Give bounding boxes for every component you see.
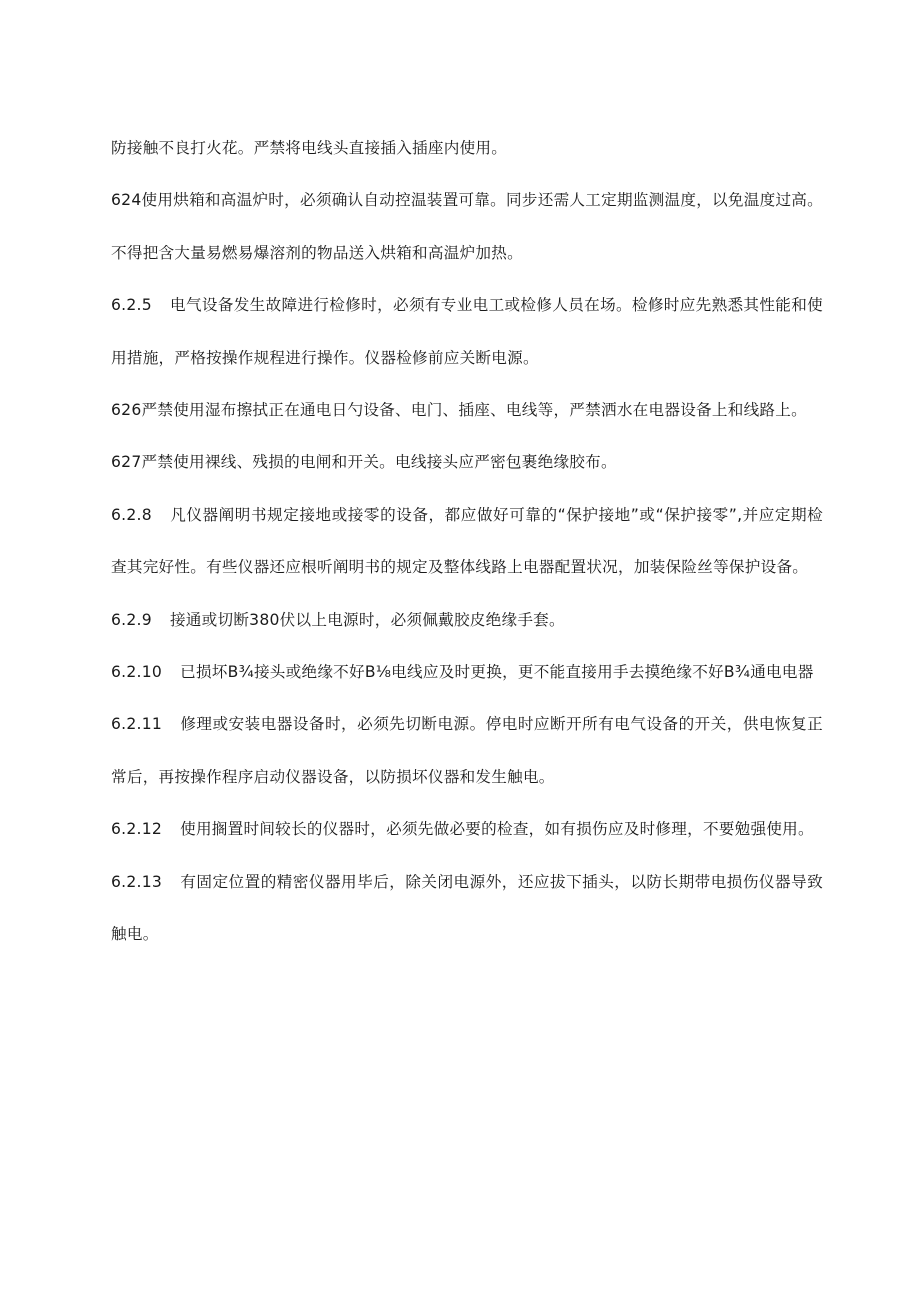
- document-body: [111, 122, 823, 961]
- clause-number: 6.2.5: [111, 296, 152, 315]
- paragraph-6-2-4: [111, 174, 823, 279]
- paragraph-6-2-7: [111, 436, 823, 488]
- paragraph-6-2-8: [111, 489, 823, 594]
- clause-text: 修理或安装电器设备时，必须先切断电源。停电时应断开所有电气设备的开关，供电恢复正常后，再按操作程序启动仪器设备，以防损坏仪器和发生触电。: [111, 715, 823, 786]
- clause-text: 接通或切断380伏以上电源时，必须佩戴胶皮绝缘手套。: [169, 610, 565, 629]
- paragraph-6-2-3-continued: [111, 122, 823, 174]
- clause-number: 6.2.8: [111, 505, 152, 524]
- clause-text: 电气设备发生故障进行检修时，必须有专业电工或检修人员在场。检修时应先熟悉其性能和使用措施，严格按操作规程进行操作。仪器检修前应关断电源。: [111, 296, 823, 367]
- paragraph-6-2-11: [111, 698, 823, 803]
- paragraph-6-2-6: [111, 384, 823, 436]
- clause-text: 使用搁置时间较长的仪器时，必须先做必要的检查，如有损伤应及时修理，不要勉强使用。: [180, 820, 814, 839]
- clause-number: 6.2.9: [111, 610, 152, 629]
- clause-text: 凡仪器阐明书规定接地或接零的设备，都应做好可靠的“保护接地”或“保护接零”,并应定期检查其完好性。有些仪器还应根听阐明书的规定及整体线路上电器配置状况，加装保险丝等保护设备。: [111, 505, 823, 577]
- paragraph-6-2-10: [111, 646, 823, 698]
- clause-text: 防接触不良打火花。严禁将电线头直接插入插座内使用。: [111, 139, 508, 157]
- clause-number: 6.2.10: [111, 663, 163, 682]
- clause-number: 627: [111, 453, 142, 472]
- clause-number: 624: [111, 191, 142, 210]
- paragraph-6-2-9: [111, 594, 823, 646]
- paragraph-6-2-12: [111, 803, 823, 855]
- clause-text: 严禁使用湿布擦拭正在通电日勺设备、电门、插座、电线等，严禁洒水在电器设备上和线路上。: [141, 401, 807, 420]
- clause-text: 有固定位置的精密仪器用毕后，除关闭电源外，还应拔下插头，以防长期带电损伤仪器导致触电。: [111, 872, 823, 944]
- paragraph-6-2-5: [111, 279, 823, 384]
- clause-text: 已损坏B¾接头或绝缘不好B⅛电线应及时更换，更不能直接用手去摸绝缘不好B¾通电电器: [180, 663, 814, 682]
- clause-number: 6.2.11: [111, 715, 163, 734]
- clause-number: 6.2.12: [111, 820, 163, 839]
- paragraph-6-2-13: [111, 856, 823, 961]
- clause-text: 使用烘箱和高温炉时，必须确认自动控温装置可靠。同步还需人工定期监测温度，以免温度过高。不得把含大量易燃易爆溶剂的物品送入烘箱和高温炉加热。: [111, 191, 823, 262]
- clause-number: 6.2.13: [111, 872, 163, 891]
- clause-text: 严禁使用裸线、残损的电闸和开关。电线接头应严密包裹绝缘胶布。: [141, 453, 617, 472]
- clause-number: 626: [111, 401, 142, 420]
